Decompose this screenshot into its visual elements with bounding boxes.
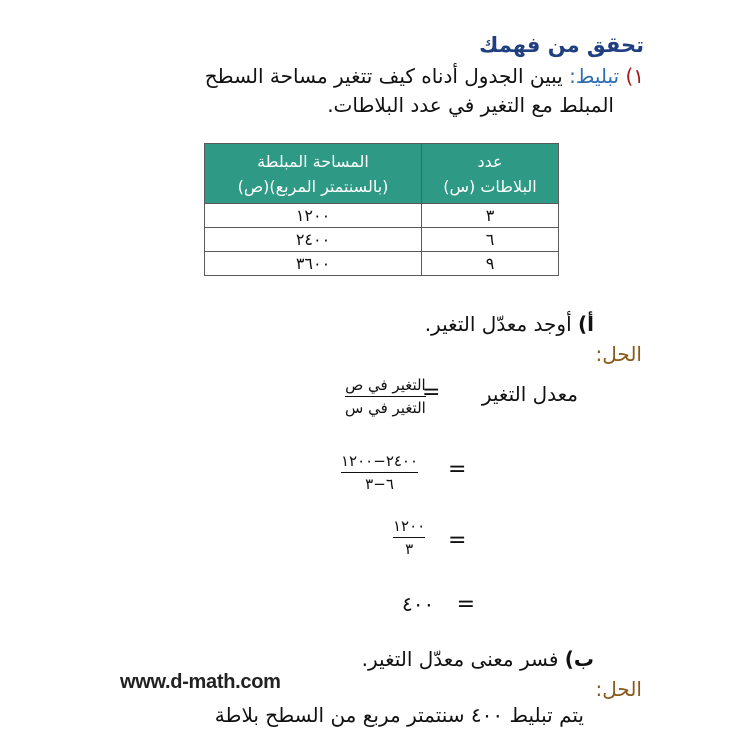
part-b-solution-label: الحل: — [595, 677, 642, 701]
part-a-question — [425, 312, 594, 336]
fraction-1-denominator: التغير في س — [345, 399, 426, 417]
header-tiles-line1: عدد — [477, 151, 503, 171]
fraction-definition — [345, 374, 426, 419]
fraction-1-numerator: التغير في ص — [345, 376, 426, 394]
table-row — [205, 252, 559, 276]
data-table — [204, 143, 559, 276]
part-a-text: أوجد معدّل التغير. — [424, 312, 572, 336]
part-b-text: فسر معنى معدّل التغير. — [361, 647, 559, 671]
problem-line-2: المبلط مع التغير في عدد البلاطات. — [327, 93, 614, 117]
cell-tiles: ٣ — [422, 204, 559, 228]
equals-sign-3: = — [448, 528, 467, 553]
problem-line-1 — [205, 64, 644, 88]
cell-tiles: ٦ — [422, 228, 559, 252]
fraction-substitution — [341, 450, 418, 495]
header-tiles — [422, 144, 559, 204]
part-b-question — [362, 647, 594, 671]
equals-sign-4: = — [456, 592, 476, 617]
fraction-2-numerator: ٢٤٠٠−١٢٠٠ — [341, 452, 419, 470]
result-value: ٤٠٠ — [402, 592, 435, 616]
part-a-letter: أ) — [578, 312, 594, 336]
equals-sign-1: = — [422, 380, 441, 405]
fraction-3-denominator: ٣ — [405, 540, 414, 558]
part-a-solution-label: الحل: — [595, 342, 642, 366]
rate-label: معدل التغير — [481, 382, 578, 406]
equals-sign-2: = — [448, 457, 467, 482]
cell-area: ١٢٠٠ — [205, 204, 422, 228]
part-b-letter: ب) — [564, 647, 594, 671]
final-result — [402, 592, 475, 617]
table-header-row — [205, 144, 559, 204]
fraction-2-denominator: ٦−٣ — [365, 475, 394, 493]
website-watermark: www.d-math.com — [120, 671, 281, 693]
fraction-simplified — [393, 515, 425, 560]
table-row — [205, 228, 559, 252]
header-tiles-line2: البلاطات (س) — [443, 176, 537, 196]
fraction-3-numerator: ١٢٠٠ — [393, 517, 426, 535]
problem-text-1: يبين الجدول أدناه كيف تتغير مساحة السطح — [204, 64, 563, 88]
cell-area: ٣٦٠٠ — [205, 252, 422, 276]
problem-label: تبليط: — [569, 64, 620, 88]
header-area — [205, 144, 422, 204]
cell-area: ٢٤٠٠ — [205, 228, 422, 252]
part-b-answer: يتم تبليط ٤٠٠ سنتمتر مربع من السطح بلاطة — [214, 703, 584, 727]
cell-tiles: ٩ — [422, 252, 559, 276]
problem-number: ١) — [625, 64, 644, 88]
header-area-line1: المساحة المبلطة — [257, 151, 369, 171]
table-row — [205, 204, 559, 228]
page-title: تحقق من فهمك — [479, 33, 644, 57]
header-area-line2: (بالسنتمتر المربع)(ص) — [237, 176, 389, 196]
